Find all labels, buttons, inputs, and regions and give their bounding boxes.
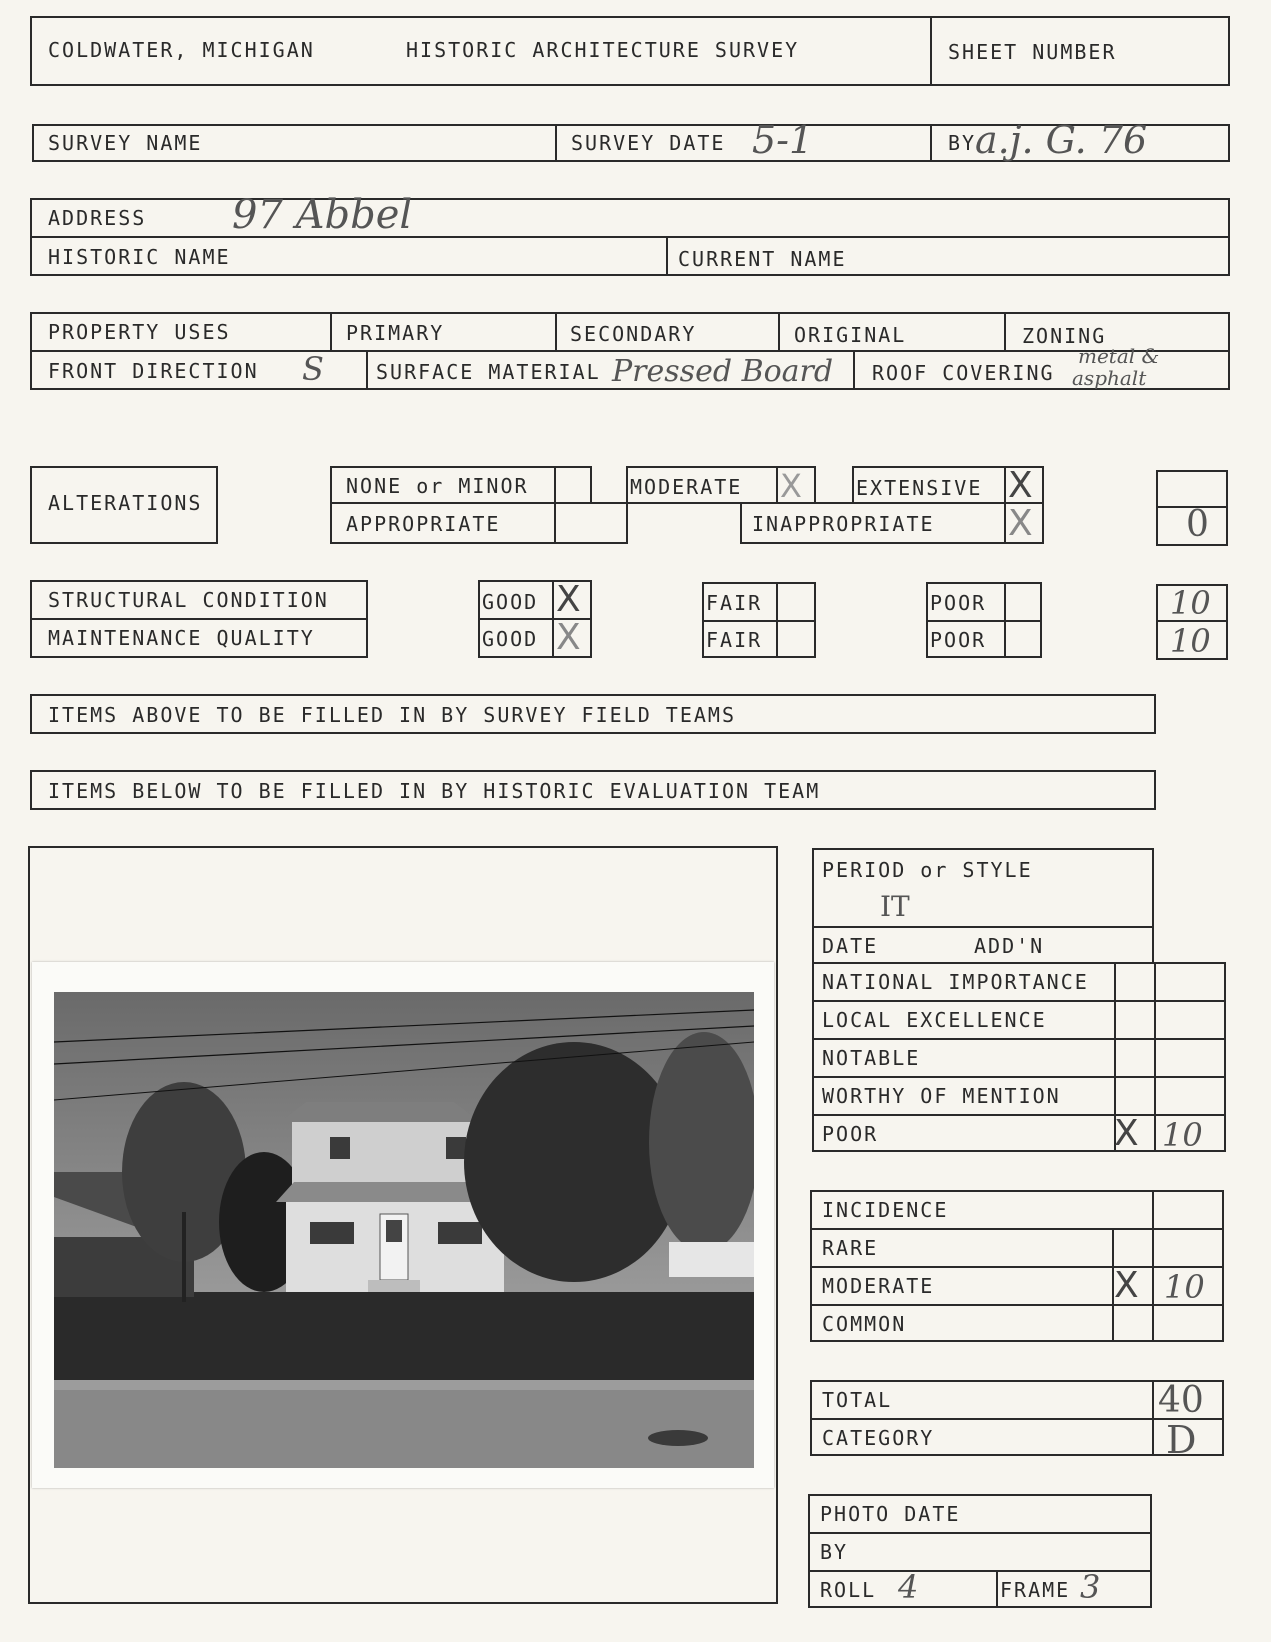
roll-value: 4	[898, 1568, 919, 1606]
incidence-moderate-check: X	[1114, 1265, 1139, 1306]
left-tree-trunk	[182, 1212, 186, 1302]
property-col-3	[778, 312, 780, 350]
photo-info-row-1	[808, 1532, 1152, 1534]
common-label: COMMON	[822, 1312, 907, 1336]
good-check-divider	[552, 580, 554, 658]
category-value: D	[1166, 1418, 1197, 1462]
structural-fair-label: FAIR	[706, 591, 763, 615]
structural-condition-label: STRUCTURAL CONDITION	[48, 588, 329, 612]
survey-date-value: 5-1	[752, 118, 814, 162]
notable-label: NOTABLE	[822, 1046, 921, 1070]
address-value: 97 Abbel	[232, 192, 413, 238]
maintenance-fair-label: FAIR	[706, 628, 763, 652]
curb	[54, 1380, 754, 1390]
city-label: COLDWATER, MICHIGAN	[48, 38, 315, 62]
photo-by-label: BY	[820, 1540, 849, 1564]
far-right-tree	[649, 1032, 754, 1252]
addn-label: ADD'N	[974, 934, 1045, 958]
roll-frame-divider	[996, 1570, 998, 1608]
survey-title: HISTORIC ARCHITECTURE SURVEY	[406, 38, 800, 62]
moderate-label: MODERATE	[630, 475, 743, 499]
poor-label: POOR	[822, 1122, 879, 1146]
poor-check-mark: X	[1114, 1113, 1139, 1154]
incidence-label: INCIDENCE	[822, 1198, 949, 1222]
total-value: 40	[1158, 1380, 1204, 1421]
original-label: ORIGINAL	[794, 323, 907, 347]
field-teams-note: ITEMS ABOVE TO BE FILLED IN BY SURVEY FIELD TEAMS	[48, 703, 737, 727]
evaluation-row-3	[812, 1076, 1226, 1078]
local-excellence-label: LOCAL EXCELLENCE	[822, 1008, 1047, 1032]
structural-good-check: X	[556, 579, 581, 620]
property-col-5	[366, 350, 368, 390]
header-divider	[930, 16, 932, 86]
period-style-label: PERIOD or STYLE	[822, 858, 1033, 882]
upper-window-right	[446, 1137, 466, 1159]
fair-check-divider	[776, 582, 778, 658]
property-col-4	[1004, 312, 1006, 350]
maintenance-poor-label: POOR	[930, 628, 987, 652]
lawn	[54, 1292, 754, 1392]
period-style-value: IT	[880, 890, 910, 923]
incidence-row-2	[810, 1266, 1224, 1268]
maintenance-score: 10	[1170, 622, 1211, 660]
historic-name-label: HISTORIC NAME	[48, 245, 231, 269]
rare-label: RARE	[822, 1236, 879, 1260]
street	[54, 1390, 754, 1468]
property-col-1	[330, 312, 332, 350]
front-direction-value: S	[302, 350, 324, 388]
survey-divider-2	[930, 124, 932, 162]
moderate-check-mark: X	[780, 467, 802, 505]
appropriate-label: APPROPRIATE	[346, 512, 501, 536]
parked-truck	[669, 1242, 754, 1277]
totals-value-divider	[1152, 1380, 1154, 1456]
evaluation-col-2	[1154, 962, 1156, 1152]
roof-covering-label: ROOF COVERING	[872, 361, 1055, 385]
fair-divider	[702, 620, 816, 622]
inappropriate-check-mark: X	[1008, 503, 1033, 544]
incidence-moderate-label: MODERATE	[822, 1274, 935, 1298]
address-label: ADDRESS	[48, 206, 147, 230]
extensive-check-mark: X	[1008, 465, 1033, 506]
alterations-label: ALTERATIONS	[48, 491, 203, 515]
lower-window-left	[310, 1222, 354, 1244]
evaluation-row-2	[812, 1038, 1226, 1040]
lower-window-right	[438, 1222, 482, 1244]
front-step	[368, 1280, 420, 1292]
none-minor-label: NONE or MINOR	[346, 474, 529, 498]
poor-check-divider	[1004, 582, 1006, 658]
photo-date-label: PHOTO DATE	[820, 1502, 961, 1526]
frame-value: 3	[1080, 1568, 1101, 1606]
roof-covering-value-1: metal &	[1078, 344, 1160, 368]
structural-poor-label: POOR	[930, 591, 987, 615]
house-upper-storey	[292, 1122, 472, 1187]
extensive-label: EXTENSIVE	[856, 476, 983, 500]
total-label: TOTAL	[822, 1388, 893, 1412]
moderate-check-divider	[776, 466, 778, 504]
alterations-score: 0	[1186, 504, 1209, 545]
survey-date-label: SURVEY DATE	[571, 131, 726, 155]
surface-material-label: SURFACE MATERIAL	[376, 360, 601, 384]
property-uses-label: PROPERTY USES	[48, 320, 231, 344]
zoning-label: ZONING	[1022, 324, 1107, 348]
maintenance-good-check: X	[556, 617, 581, 658]
maintenance-quality-label: MAINTENANCE QUALITY	[48, 626, 315, 650]
property-divider	[30, 350, 1230, 352]
survey-divider-1	[555, 124, 557, 162]
maintenance-good-label: GOOD	[482, 627, 539, 651]
incidence-row-3	[810, 1304, 1224, 1306]
house-upper-roof	[280, 1102, 480, 1122]
incidence-row-1	[810, 1228, 1224, 1230]
surface-material-value: Pressed Board	[612, 354, 834, 389]
condition-label-divider	[30, 618, 368, 620]
house-photo	[54, 992, 754, 1468]
evaluation-row-1	[812, 1000, 1226, 1002]
structural-good-label: GOOD	[482, 590, 539, 614]
current-name-divider	[666, 236, 668, 276]
incidence-moderate-score: 10	[1164, 1268, 1205, 1306]
inappropriate-label: INAPPROPRIATE	[752, 512, 935, 536]
by-label: BY	[948, 131, 977, 155]
address-divider	[30, 236, 1230, 238]
structural-score: 10	[1170, 584, 1211, 622]
frame-label: FRAME	[1000, 1578, 1071, 1602]
roll-label: ROLL	[820, 1578, 877, 1602]
secondary-label: SECONDARY	[570, 322, 697, 346]
survey-name-label: SURVEY NAME	[48, 131, 203, 155]
worthy-of-mention-label: WORTHY OF MENTION	[822, 1084, 1061, 1108]
poor-score: 10	[1162, 1116, 1203, 1154]
roof-covering-value-2: asphalt	[1072, 366, 1147, 390]
category-label: CATEGORY	[822, 1426, 935, 1450]
photo-mount	[32, 962, 774, 1488]
current-name-label: CURRENT NAME	[678, 247, 847, 271]
by-value: a.j. G. 76	[975, 118, 1148, 162]
front-direction-label: FRONT DIRECTION	[48, 359, 259, 383]
manhole-cover	[648, 1430, 708, 1446]
sheet-number-label: SHEET NUMBER	[948, 40, 1117, 64]
primary-label: PRIMARY	[346, 321, 445, 345]
property-col-2	[555, 312, 557, 350]
photo-info-row-2	[808, 1570, 1152, 1572]
door-window	[386, 1220, 402, 1242]
upper-window-left	[330, 1137, 350, 1159]
poor-divider	[926, 620, 1042, 622]
evaluation-team-note: ITEMS BELOW TO BE FILLED IN BY HISTORIC EVALUATION TEAM	[48, 779, 821, 803]
property-col-6	[853, 350, 855, 390]
date-label: DATE	[822, 934, 879, 958]
national-importance-label: NATIONAL IMPORTANCE	[822, 970, 1089, 994]
